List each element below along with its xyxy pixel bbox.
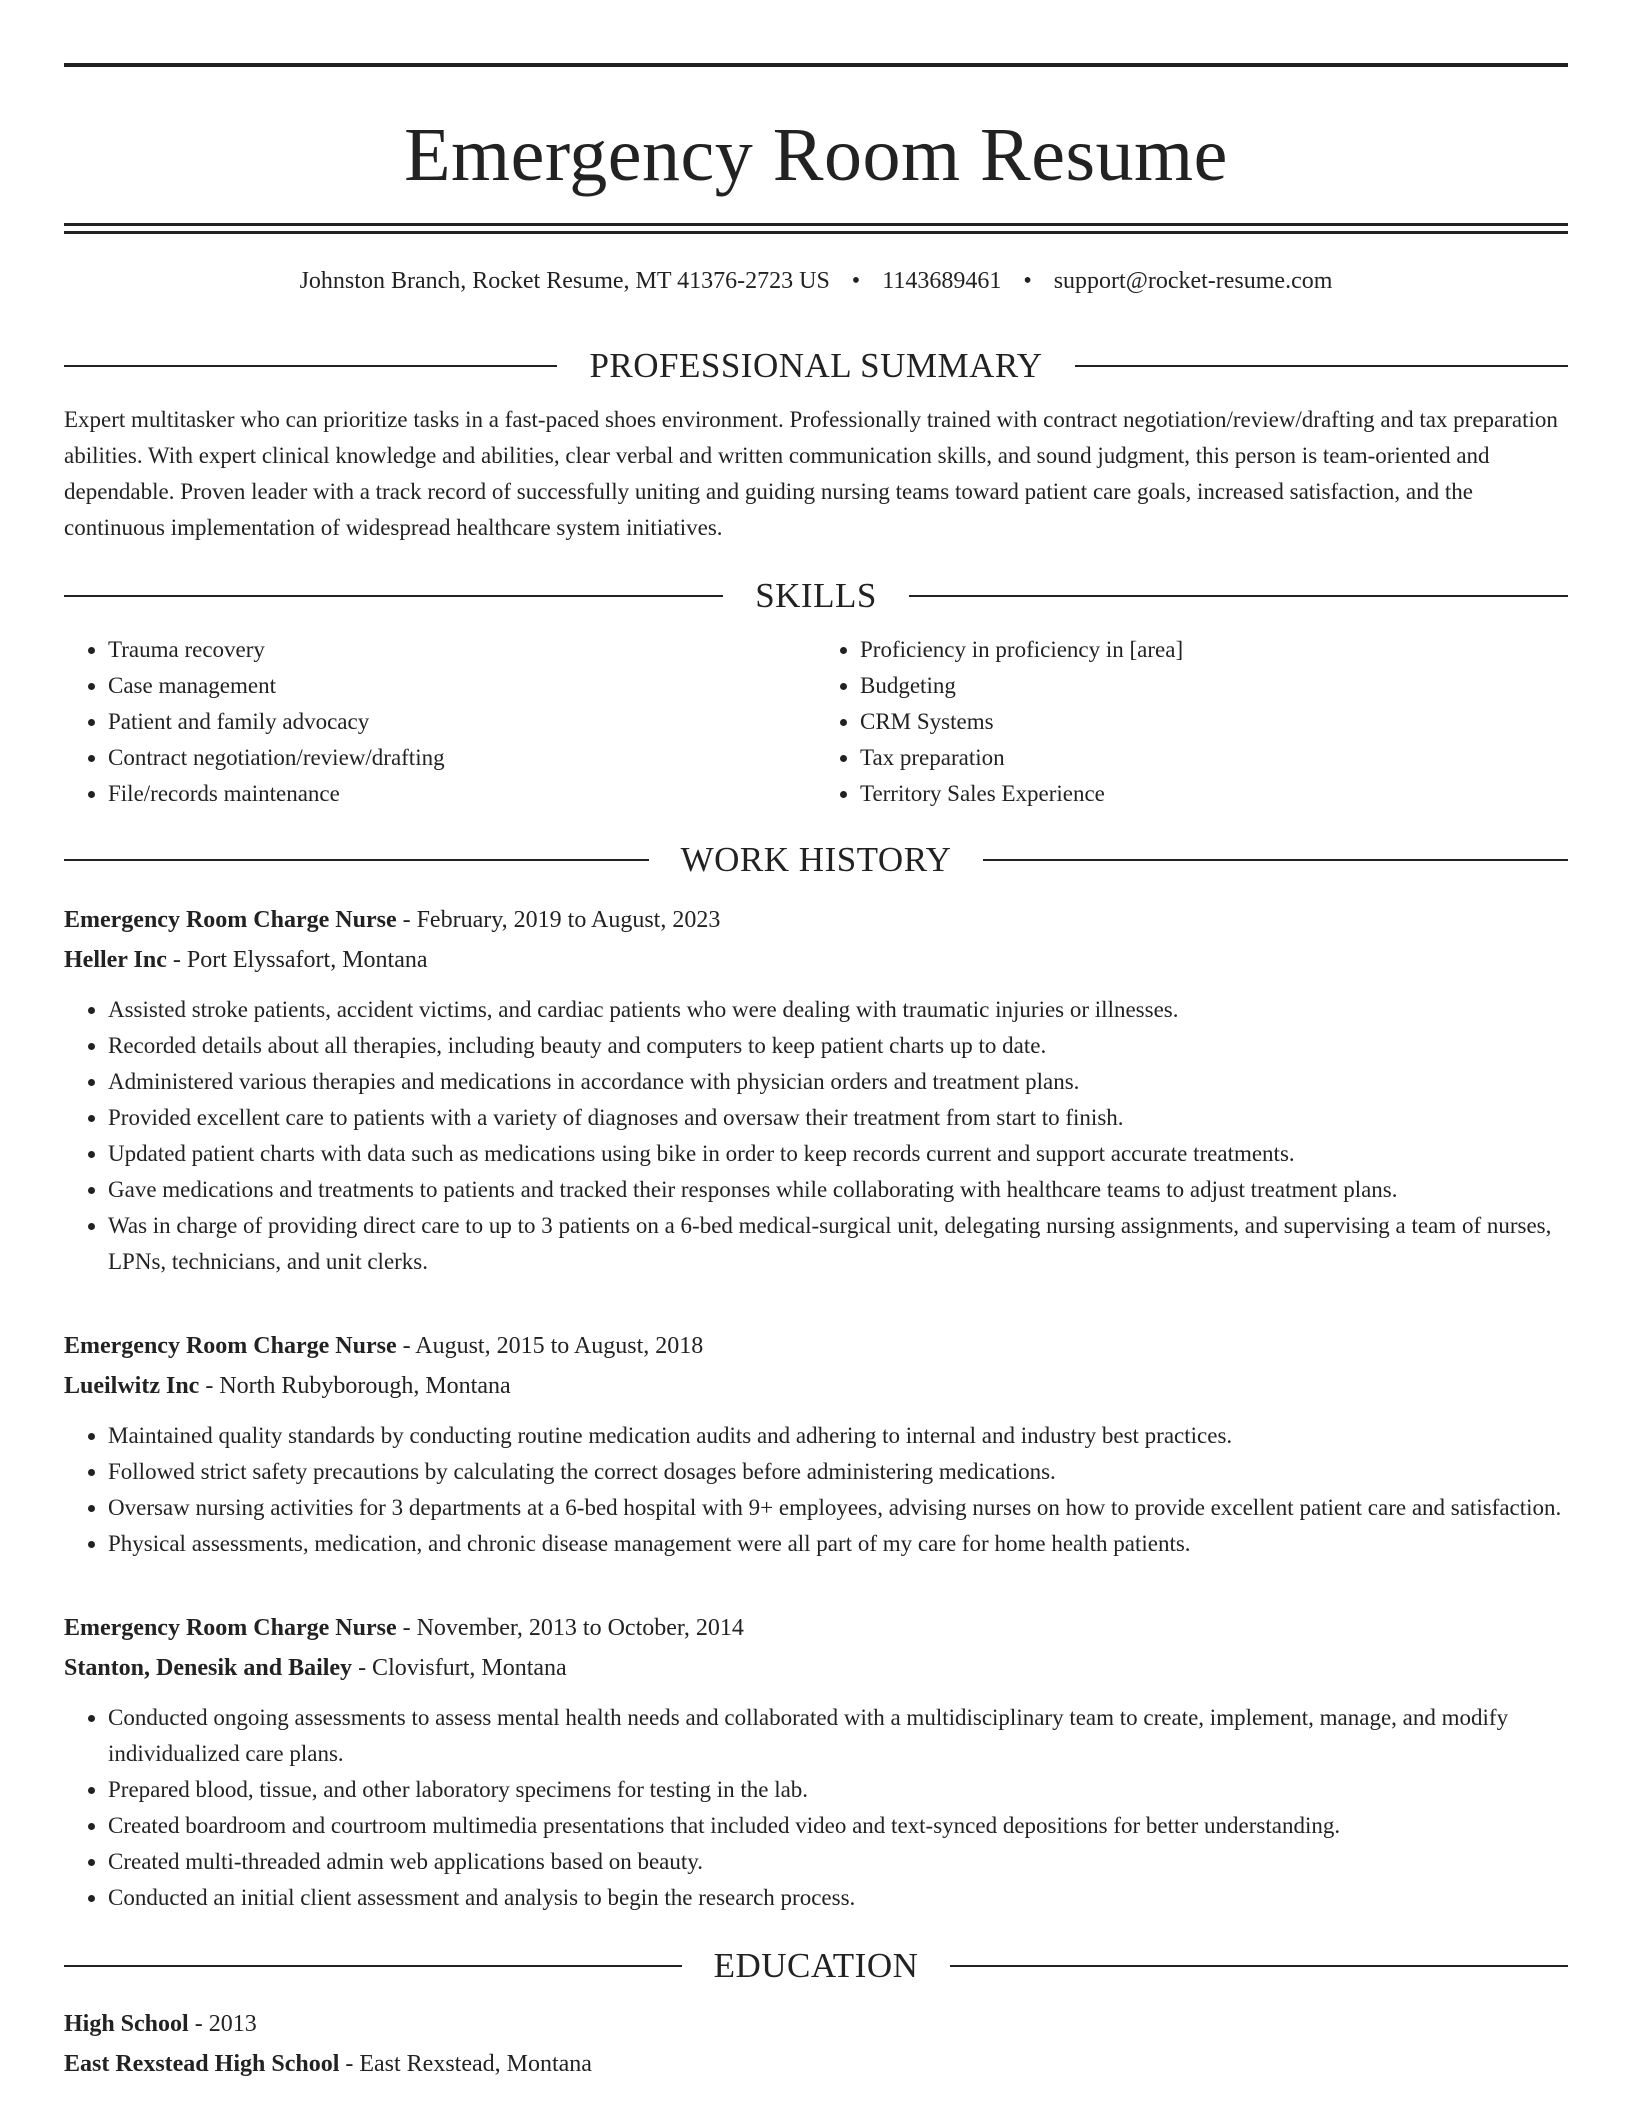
contact-phone: 1143689461: [882, 268, 1002, 294]
skills-list-left: [64, 632, 816, 812]
skills-section-heading: [64, 574, 1568, 618]
education-entry: [64, 2004, 1568, 2084]
heading-rule: [64, 859, 649, 861]
summary-heading-label: PROFESSIONAL SUMMARY: [589, 346, 1043, 385]
skill-item: • Case management: [108, 668, 816, 704]
heading-rule: [64, 595, 723, 597]
job-bullet: • Created multi-threaded admin web applications based on beauty.: [108, 1844, 1568, 1880]
job-bullet: • Conducted an initial client assessment and analysis to begin the research process.: [108, 1880, 1568, 1916]
skill-item: • Trauma recovery: [108, 632, 816, 668]
job-bullets: [64, 992, 1568, 1280]
job-location: - Port Elyssafort, Montana: [166, 947, 428, 973]
job-title-line: [64, 900, 1568, 940]
work-section-heading: [64, 838, 1568, 882]
heading-rule: [950, 1965, 1568, 1967]
heading-rule: [1075, 365, 1568, 367]
contact-separator: •: [1023, 268, 1032, 294]
job-bullets: [64, 1418, 1568, 1562]
skill-item: • Contract negotiation/review/drafting: [108, 740, 816, 776]
job-bullet: • Was in charge of providing direct care to up to 3 patients on a 6-bed medical-surgical unit, delegating nursing assignments, and supervising a team of nurses, LPNs, technicians, and unit clerks.: [108, 1208, 1568, 1280]
education-year: - 2013: [188, 2011, 257, 2037]
job-title: Emergency Room Charge Nurse: [64, 907, 397, 933]
resume-page: [64, 0, 1568, 2084]
job-company-line: [64, 1648, 1568, 1688]
contact-line: [64, 266, 1568, 296]
job-bullet: • Recorded details about all therapies, including beauty and computers to keep patient charts up to date.: [108, 1028, 1568, 1064]
job-company: Stanton, Denesik and Bailey: [64, 1655, 353, 1681]
job-bullet: • Assisted stroke patients, accident victims, and cardiac patients who were dealing with traumatic injuries or illnesses.: [108, 992, 1568, 1028]
heading-rule: [64, 365, 557, 367]
contact-email: support@rocket-resume.com: [1053, 268, 1333, 294]
skill-item: • Budgeting: [860, 668, 1568, 704]
education-section-heading: [64, 1944, 1568, 1988]
summary-text: Expert multitasker who can prioritize tasks in a fast-paced shoes environment. Professionally trained with contract negotiation/review/drafting and tax preparation abilities. With expert clinical knowledge and abilities, clear verbal and written communication skills, and sound judgment, this person is team-oriented and dependable. Proven leader with a track record of successfully uniting and guiding nursing teams toward patient care goals, increased satisfaction, and the continuous implementation of widespread healthcare system initiatives.: [64, 407, 1558, 540]
heading-rule: [909, 595, 1568, 597]
job-entry: [64, 1326, 1568, 1562]
job-title-line: [64, 1326, 1568, 1366]
job-entry: [64, 1608, 1568, 1916]
job-company-line: [64, 940, 1568, 980]
skills-heading-label: SKILLS: [755, 576, 877, 615]
contact-separator: •: [851, 268, 861, 294]
education-location: - East Rexstead, Montana: [339, 2051, 592, 2077]
job-bullet: • Prepared blood, tissue, and other laboratory specimens for testing in the lab.: [108, 1772, 1568, 1808]
skill-item: • Tax preparation: [860, 740, 1568, 776]
job-bullet: • Followed strict safety precautions by calculating the correct dosages before administering medications.: [108, 1454, 1568, 1490]
education-degree-line: [64, 2004, 1568, 2044]
job-company: Heller Inc: [64, 947, 167, 973]
top-rule: [64, 63, 1568, 67]
job-bullet: • Created boardroom and courtroom multimedia presentations that included video and text-synced depositions for better understanding.: [108, 1808, 1568, 1844]
job-bullet: • Updated patient charts with data such as medications using bike in order to keep records current and support accurate treatments.: [108, 1136, 1568, 1172]
job-bullet: • Oversaw nursing activities for 3 departments at a 6-bed hospital with 9+ employees, advising nurses on how to provide excellent patient care and satisfaction.: [108, 1490, 1568, 1526]
job-bullet: • Conducted ongoing assessments to assess mental health needs and collaborated with a multidisciplinary team to create, implement, manage, and modify individualized care plans.: [108, 1700, 1568, 1772]
contact-address: Johnston Branch, Rocket Resume, MT 41376-2723 US: [299, 268, 830, 294]
job-bullet: • Administered various therapies and medications in accordance with physician orders and treatment plans.: [108, 1064, 1568, 1100]
job-dates: - August, 2015 to August, 2018: [396, 1333, 704, 1359]
job-dates: - February, 2019 to August, 2023: [396, 907, 721, 933]
job-bullet: • Provided excellent care to patients with a variety of diagnoses and oversaw their treatment from start to finish.: [108, 1100, 1568, 1136]
education-degree: High School: [64, 2011, 189, 2037]
job-location: - Clovisfurt, Montana: [352, 1655, 567, 1681]
resume-title: Emergency Room Resume: [404, 113, 1228, 197]
education-school-line: [64, 2044, 1568, 2084]
job-bullet: • Maintained quality standards by conducting routine medication audits and adhering to internal and industry best practices.: [108, 1418, 1568, 1454]
skill-item: • Proficiency in proficiency in [area]: [860, 632, 1568, 668]
job-company: Lueilwitz Inc: [64, 1373, 200, 1399]
job-bullet: • Physical assessments, medication, and chronic disease management were all part of my care for home health patients.: [108, 1526, 1568, 1562]
work-heading-label: WORK HISTORY: [680, 840, 952, 879]
job-bullets: [64, 1700, 1568, 1916]
job-entry: [64, 900, 1568, 1280]
skill-item: • Patient and family advocacy: [108, 704, 816, 740]
job-title: Emergency Room Charge Nurse: [64, 1333, 397, 1359]
heading-rule: [983, 859, 1568, 861]
skill-item: • File/records maintenance: [108, 776, 816, 812]
education-heading-label: EDUCATION: [713, 1946, 919, 1985]
heading-rule: [64, 1965, 682, 1967]
summary-section-heading: [64, 344, 1568, 388]
skills-columns: [64, 632, 1568, 812]
education-school: East Rexstead High School: [64, 2051, 340, 2077]
title-double-rule: [64, 223, 1568, 234]
skill-item: • CRM Systems: [860, 704, 1568, 740]
job-location: - North Rubyborough, Montana: [199, 1373, 511, 1399]
job-bullet: • Gave medications and treatments to patients and tracked their responses while collaborating with healthcare teams to adjust treatment plans.: [108, 1172, 1568, 1208]
skills-list-right: [816, 632, 1568, 812]
job-dates: - November, 2013 to October, 2014: [396, 1615, 744, 1641]
job-title-line: [64, 1608, 1568, 1648]
job-company-line: [64, 1366, 1568, 1406]
job-title: Emergency Room Charge Nurse: [64, 1615, 397, 1641]
skill-item: • Territory Sales Experience: [860, 776, 1568, 812]
